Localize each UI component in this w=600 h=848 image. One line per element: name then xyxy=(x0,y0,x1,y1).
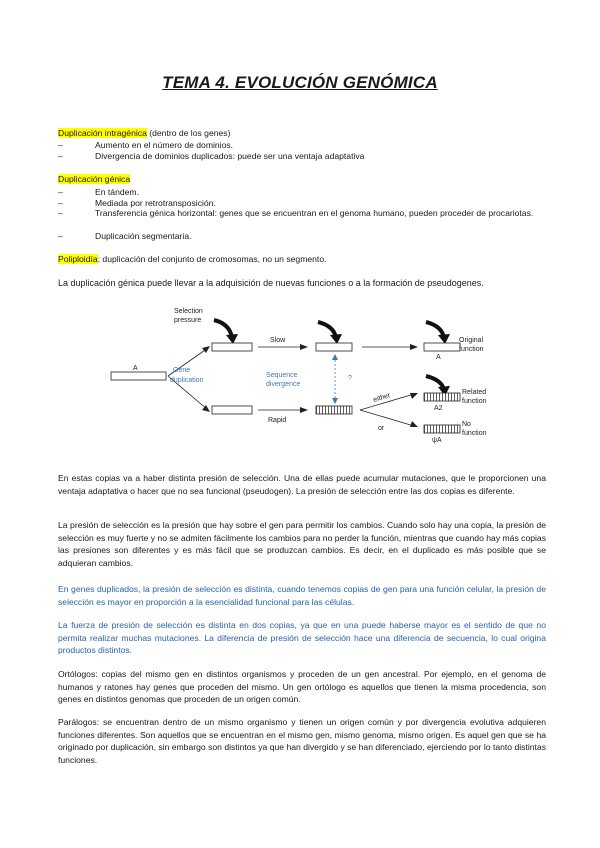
label-or: or xyxy=(378,425,385,432)
selection-arrow-1 xyxy=(214,320,238,344)
label-rapid: Rapid xyxy=(268,417,287,424)
label-related-function-2: function xyxy=(462,398,487,405)
paragraph-genes-duplicados: En genes duplicados, la presión de selección es distinta, cuando tenemos copias de gen para una función celular, la presión de selección es mayor en proporción a la esencialidad funcional para las células. xyxy=(58,584,546,607)
gene-copy-upper-box-2 xyxy=(316,343,352,351)
paragraph-copias: En estas copias va a haber distinta presión de selección. Una de ellas puede acumular mutaciones, que le proporcionen una ventaja adaptativa o hacer que no sea funcional (pseudogen). La presión de selección entre las dos copias es diferente. xyxy=(58,473,546,496)
poliploidia-line: Poliploidía: duplicación del conjunto de cromosomas, no un segmento. xyxy=(58,254,327,264)
highlight-poliploidia: Poliploidía xyxy=(58,254,98,264)
paragraph-fuerza-presion: La fuerza de presión de selección es distinta en dos copias, ya que en una puede haberse mayor es el sentido de que no permita realizar muchas mutaciones. La diferencia de presión de selección hace una diferencia de secuencia, lo cual origina productos distintos. xyxy=(58,620,546,655)
label-gene-duplication-2: duplication xyxy=(170,377,204,384)
list-item: – Aumento en el número de dominios. xyxy=(58,140,234,150)
section-heading-intragenica xyxy=(58,128,230,139)
label-original-function-2: function xyxy=(459,346,484,353)
label-selection-pressure-1: Selection xyxy=(174,308,203,315)
list-item: – Mediada por retrotransposición. xyxy=(58,198,216,208)
label-sequence-divergence-1: Sequence xyxy=(266,372,298,379)
gene-related-function-box xyxy=(424,393,460,401)
intragenica-suffix: (dentro de los genes) xyxy=(146,128,231,138)
gene-copy-upper-box xyxy=(212,343,252,351)
label-no-function-2: function xyxy=(462,430,487,437)
label-gene-a-original: A xyxy=(133,365,138,372)
list-item: – Divergencia de dominios duplicados: puede ser una ventaja adaptativa xyxy=(58,151,365,161)
label-gene-a-final: A xyxy=(436,354,441,361)
highlight-duplicacion-intragenica: Duplicación intragénica xyxy=(58,128,147,138)
label-gene-a2: A2 xyxy=(434,405,443,412)
label-gene-duplication-1: Gene xyxy=(173,367,191,374)
highlight-duplicacion-genica: Duplicación génica xyxy=(58,174,131,184)
label-slow: Slow xyxy=(270,337,286,344)
gene-copy-lower-box xyxy=(212,406,252,414)
label-sequence-divergence-2: divergence xyxy=(266,381,301,388)
paragraph-ortologos: Ortólogos: copias del mismo gen en distintos organismos y proceden de un gen ancestral. Por ejemplo, en el genoma de humanos y ratones hay genes que proceden del mismo. Un gen ortólogo es aquellos que tienen la misma procedencia, son genes en distintos genomas que proceden de un origen común. xyxy=(58,669,546,704)
list-item: – Duplicación segmentaria. xyxy=(58,231,192,241)
paragraph-paralogos: Parálogos: se encuentran dentro de un mismo organismo y tienen un origen común y por divergencia evolutiva adquieren funciones diferentes. Son aquellos que se encuentran en el mismo gen, mismo genoma, mismo origen. Es aquel gen que se ha originado por duplicación, sin embargo son distintos ya que han divergido y se han diferenciado, ejerciendo por lo tanto distintas funciones. xyxy=(58,717,546,765)
gene-duplication-figure xyxy=(0,298,600,458)
label-selection-pressure-2: pressure xyxy=(174,317,202,324)
intro-paragraph: La duplicación génica puede llevar a la adquisición de nuevas funciones o a la formación de pseudogenes. xyxy=(58,278,484,288)
list-item: – Transferencia génica horizontal: genes que se encuentran en el genoma humano, pueden proceder de procariotas. xyxy=(58,208,534,218)
selection-arrow-3 xyxy=(426,322,450,344)
label-question: ? xyxy=(348,375,352,382)
selection-arrow-2 xyxy=(318,322,342,344)
gene-diverged-box xyxy=(316,406,352,414)
gene-original-function-box xyxy=(424,343,460,351)
gene-a-box xyxy=(111,372,166,380)
label-related-function-1: Related xyxy=(462,389,487,396)
pseudogene-box xyxy=(424,425,460,433)
label-pseudogene: ψA xyxy=(432,437,442,444)
paragraph-presion-seleccion: La presión de selección es la presión que hay sobre el gen para permitir los cambios. Cuando solo hay una copia, la presión de selección es muy fuerte y no se admiten fácilmente los cambios para no perder la función, mientras que cuando hay más copias las presiones son diferentes y es más fácil que se produzcan cambios. Es decir, en el duplicado es más posible que se adquieran cambios. xyxy=(58,520,546,568)
label-original-function-1: Original xyxy=(459,337,484,344)
label-either: either xyxy=(372,392,392,404)
page-title: TEMA 4. EVOLUCIÓN GENÓMICA xyxy=(162,73,438,92)
section-heading-genica xyxy=(58,174,130,185)
list-item: – En tándem. xyxy=(58,187,139,197)
label-no-function-1: No xyxy=(462,421,471,428)
